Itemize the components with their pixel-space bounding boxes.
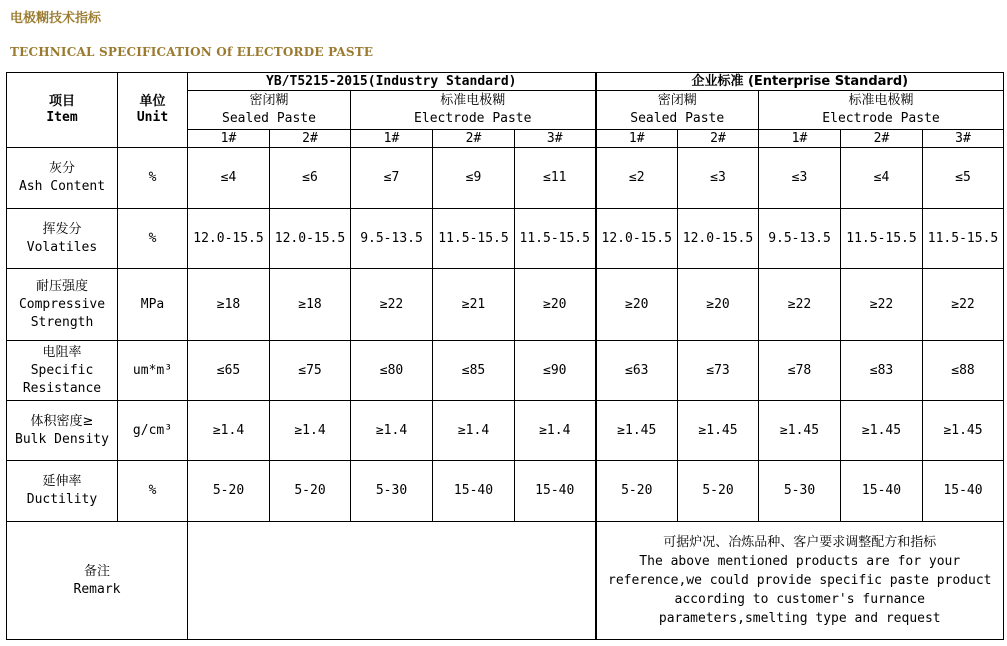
value-cell: 11.5-15.5 (515, 209, 596, 269)
value-cell: ≥22 (351, 269, 433, 341)
value-cell: ≥22 (759, 269, 841, 341)
value-cell: 5-20 (678, 461, 759, 522)
electrode-cn: 标准电极糊 (440, 93, 506, 108)
remark-text-cn: 可据炉况、冶炼品种、客户要求调整配方和指标 (663, 535, 937, 550)
value-cell: 15-40 (433, 461, 515, 522)
value-cell: ≥1.4 (270, 401, 351, 461)
header-sealed-paste-enterprise (596, 91, 759, 130)
row-label-cn: 灰分 (48, 161, 75, 176)
value-cell: 12.0-15.5 (188, 209, 270, 269)
value-cell: ≤90 (515, 341, 596, 401)
value-cell: ≤83 (841, 341, 923, 401)
table-row (7, 269, 1004, 341)
value-cell: ≤78 (759, 341, 841, 401)
header-unit-en: Unit (136, 110, 169, 125)
electrode-en: Electrode Paste (414, 111, 532, 126)
value-cell: ≥22 (923, 269, 1004, 341)
grade-cell: 3# (515, 130, 596, 148)
value-cell: ≤9 (433, 148, 515, 209)
value-cell: 5-20 (270, 461, 351, 522)
grade-cell: 1# (351, 130, 433, 148)
value-cell: 9.5-13.5 (351, 209, 433, 269)
row-unit: um*m³ (118, 341, 188, 401)
row-label (7, 341, 118, 401)
value-cell: ≤88 (923, 341, 1004, 401)
value-cell: ≥20 (596, 269, 678, 341)
value-cell: 11.5-15.5 (433, 209, 515, 269)
electrode-en: Electrode Paste (822, 111, 940, 126)
grade-cell: 2# (841, 130, 923, 148)
value-cell: ≤4 (188, 148, 270, 209)
value-cell: ≤5 (923, 148, 1004, 209)
row-unit: % (118, 461, 188, 522)
value-cell: 5-30 (351, 461, 433, 522)
row-label-en: Bulk Density (15, 431, 109, 447)
value-cell: 11.5-15.5 (923, 209, 1004, 269)
value-cell: 12.0-15.5 (270, 209, 351, 269)
electrode-cn: 标准电极糊 (848, 93, 914, 108)
table-row (7, 341, 1004, 401)
row-label-en: Strength (30, 314, 94, 330)
row-label-en: Resistance (22, 380, 102, 396)
value-cell: ≥1.4 (515, 401, 596, 461)
value-cell: ≤85 (433, 341, 515, 401)
value-cell: ≥1.4 (188, 401, 270, 461)
value-cell: 5-30 (759, 461, 841, 522)
header-item-en: Item (46, 110, 78, 125)
grade-cell: 3# (923, 130, 1004, 148)
value-cell: 15-40 (841, 461, 923, 522)
value-cell: 12.0-15.5 (678, 209, 759, 269)
row-label (7, 461, 118, 522)
value-cell: ≥20 (678, 269, 759, 341)
value-cell: ≥1.45 (759, 401, 841, 461)
remark-label-cn: 备注 (83, 563, 110, 579)
row-label-en: Specific (30, 362, 94, 378)
value-cell: ≤73 (678, 341, 759, 401)
value-cell: 9.5-13.5 (759, 209, 841, 269)
remark-label (7, 522, 188, 640)
value-cell: ≤3 (759, 148, 841, 209)
value-cell: 5-20 (188, 461, 270, 522)
row-label (7, 209, 118, 269)
row-label-cn: 挥发分 (42, 221, 82, 237)
table-row (7, 401, 1004, 461)
row-unit: MPa (118, 269, 188, 341)
value-cell: 15-40 (923, 461, 1004, 522)
header-electrode-paste-enterprise (759, 91, 1004, 130)
value-cell: ≥22 (841, 269, 923, 341)
remark-label-en: Remark (73, 581, 121, 597)
value-cell: ≥1.45 (678, 401, 759, 461)
sealed-en: Sealed Paste (630, 111, 725, 126)
grade-cell: 2# (678, 130, 759, 148)
row-label-en: Volatiles (26, 239, 98, 255)
page-title: 电极糊技术指标 (10, 11, 102, 26)
grade-cell: 2# (270, 130, 351, 148)
row-label-en: Compressive (18, 296, 106, 312)
header-item-cn: 项目 (48, 94, 75, 109)
row-label-cn: 延伸率 (42, 474, 82, 489)
row-unit: % (118, 148, 188, 209)
sealed-cn: 密闭糊 (657, 93, 697, 108)
value-cell: ≥1.45 (923, 401, 1004, 461)
value-cell: 12.0-15.5 (596, 209, 678, 269)
grade-cell: 2# (433, 130, 515, 148)
grade-cell: 1# (596, 130, 678, 148)
header-industry-standard: YB/T5215-2015(Industry Standard) (188, 73, 596, 91)
header-unit-cn: 单位 (139, 94, 166, 109)
sealed-cn: 密闭糊 (249, 93, 289, 108)
row-unit: g/cm³ (118, 401, 188, 461)
value-cell: ≥1.4 (351, 401, 433, 461)
page-subtitle: TECHNICAL SPECIFICATION Of ELECTORDE PASTE (10, 45, 374, 59)
row-label (7, 269, 118, 341)
header-unit (118, 73, 188, 148)
value-cell: ≤80 (351, 341, 433, 401)
row-unit: % (118, 209, 188, 269)
value-cell: ≥1.45 (596, 401, 678, 461)
remark-enterprise (596, 522, 1004, 640)
row-label (7, 148, 118, 209)
value-cell: ≥18 (188, 269, 270, 341)
value-cell: ≥18 (270, 269, 351, 341)
remark-row (7, 522, 1004, 640)
row-label-en: Ductility (26, 492, 98, 507)
value-cell: ≤6 (270, 148, 351, 209)
value-cell: ≤65 (188, 341, 270, 401)
table-row (7, 209, 1004, 269)
remark-text-en: The above mentioned products are for your reference,we could provide specific paste product according to customer's furnance parameters,smelting type and request (608, 554, 992, 626)
value-cell: 11.5-15.5 (841, 209, 923, 269)
table-row (7, 461, 1004, 522)
sealed-en: Sealed Paste (222, 111, 316, 126)
header-electrode-paste-industry (351, 91, 596, 130)
value-cell: 5-20 (596, 461, 678, 522)
row-label-cn: 电阻率 (42, 344, 82, 360)
row-label (7, 401, 118, 461)
value-cell: 15-40 (515, 461, 596, 522)
grade-cell: 1# (188, 130, 270, 148)
header-row-standards (7, 73, 1004, 91)
value-cell: ≤4 (841, 148, 923, 209)
value-cell: ≥1.4 (433, 401, 515, 461)
row-label-cn: 体积密度≥ (30, 413, 94, 429)
value-cell: ≤3 (678, 148, 759, 209)
row-label-en: Ash Content (18, 179, 106, 194)
grade-cell: 1# (759, 130, 841, 148)
value-cell: ≤2 (596, 148, 678, 209)
spec-table (6, 72, 1004, 640)
value-cell: ≤75 (270, 341, 351, 401)
header-item (7, 73, 118, 148)
header-enterprise-standard: 企业标准 (Enterprise Standard) (596, 73, 1004, 91)
value-cell: ≥20 (515, 269, 596, 341)
value-cell: ≥21 (433, 269, 515, 341)
remark-industry-empty (188, 522, 596, 640)
table-row (7, 148, 1004, 209)
value-cell: ≤11 (515, 148, 596, 209)
value-cell: ≥1.45 (841, 401, 923, 461)
value-cell: ≤63 (596, 341, 678, 401)
row-label-cn: 耐压强度 (35, 278, 88, 294)
value-cell: ≤7 (351, 148, 433, 209)
header-sealed-paste-industry (188, 91, 351, 130)
